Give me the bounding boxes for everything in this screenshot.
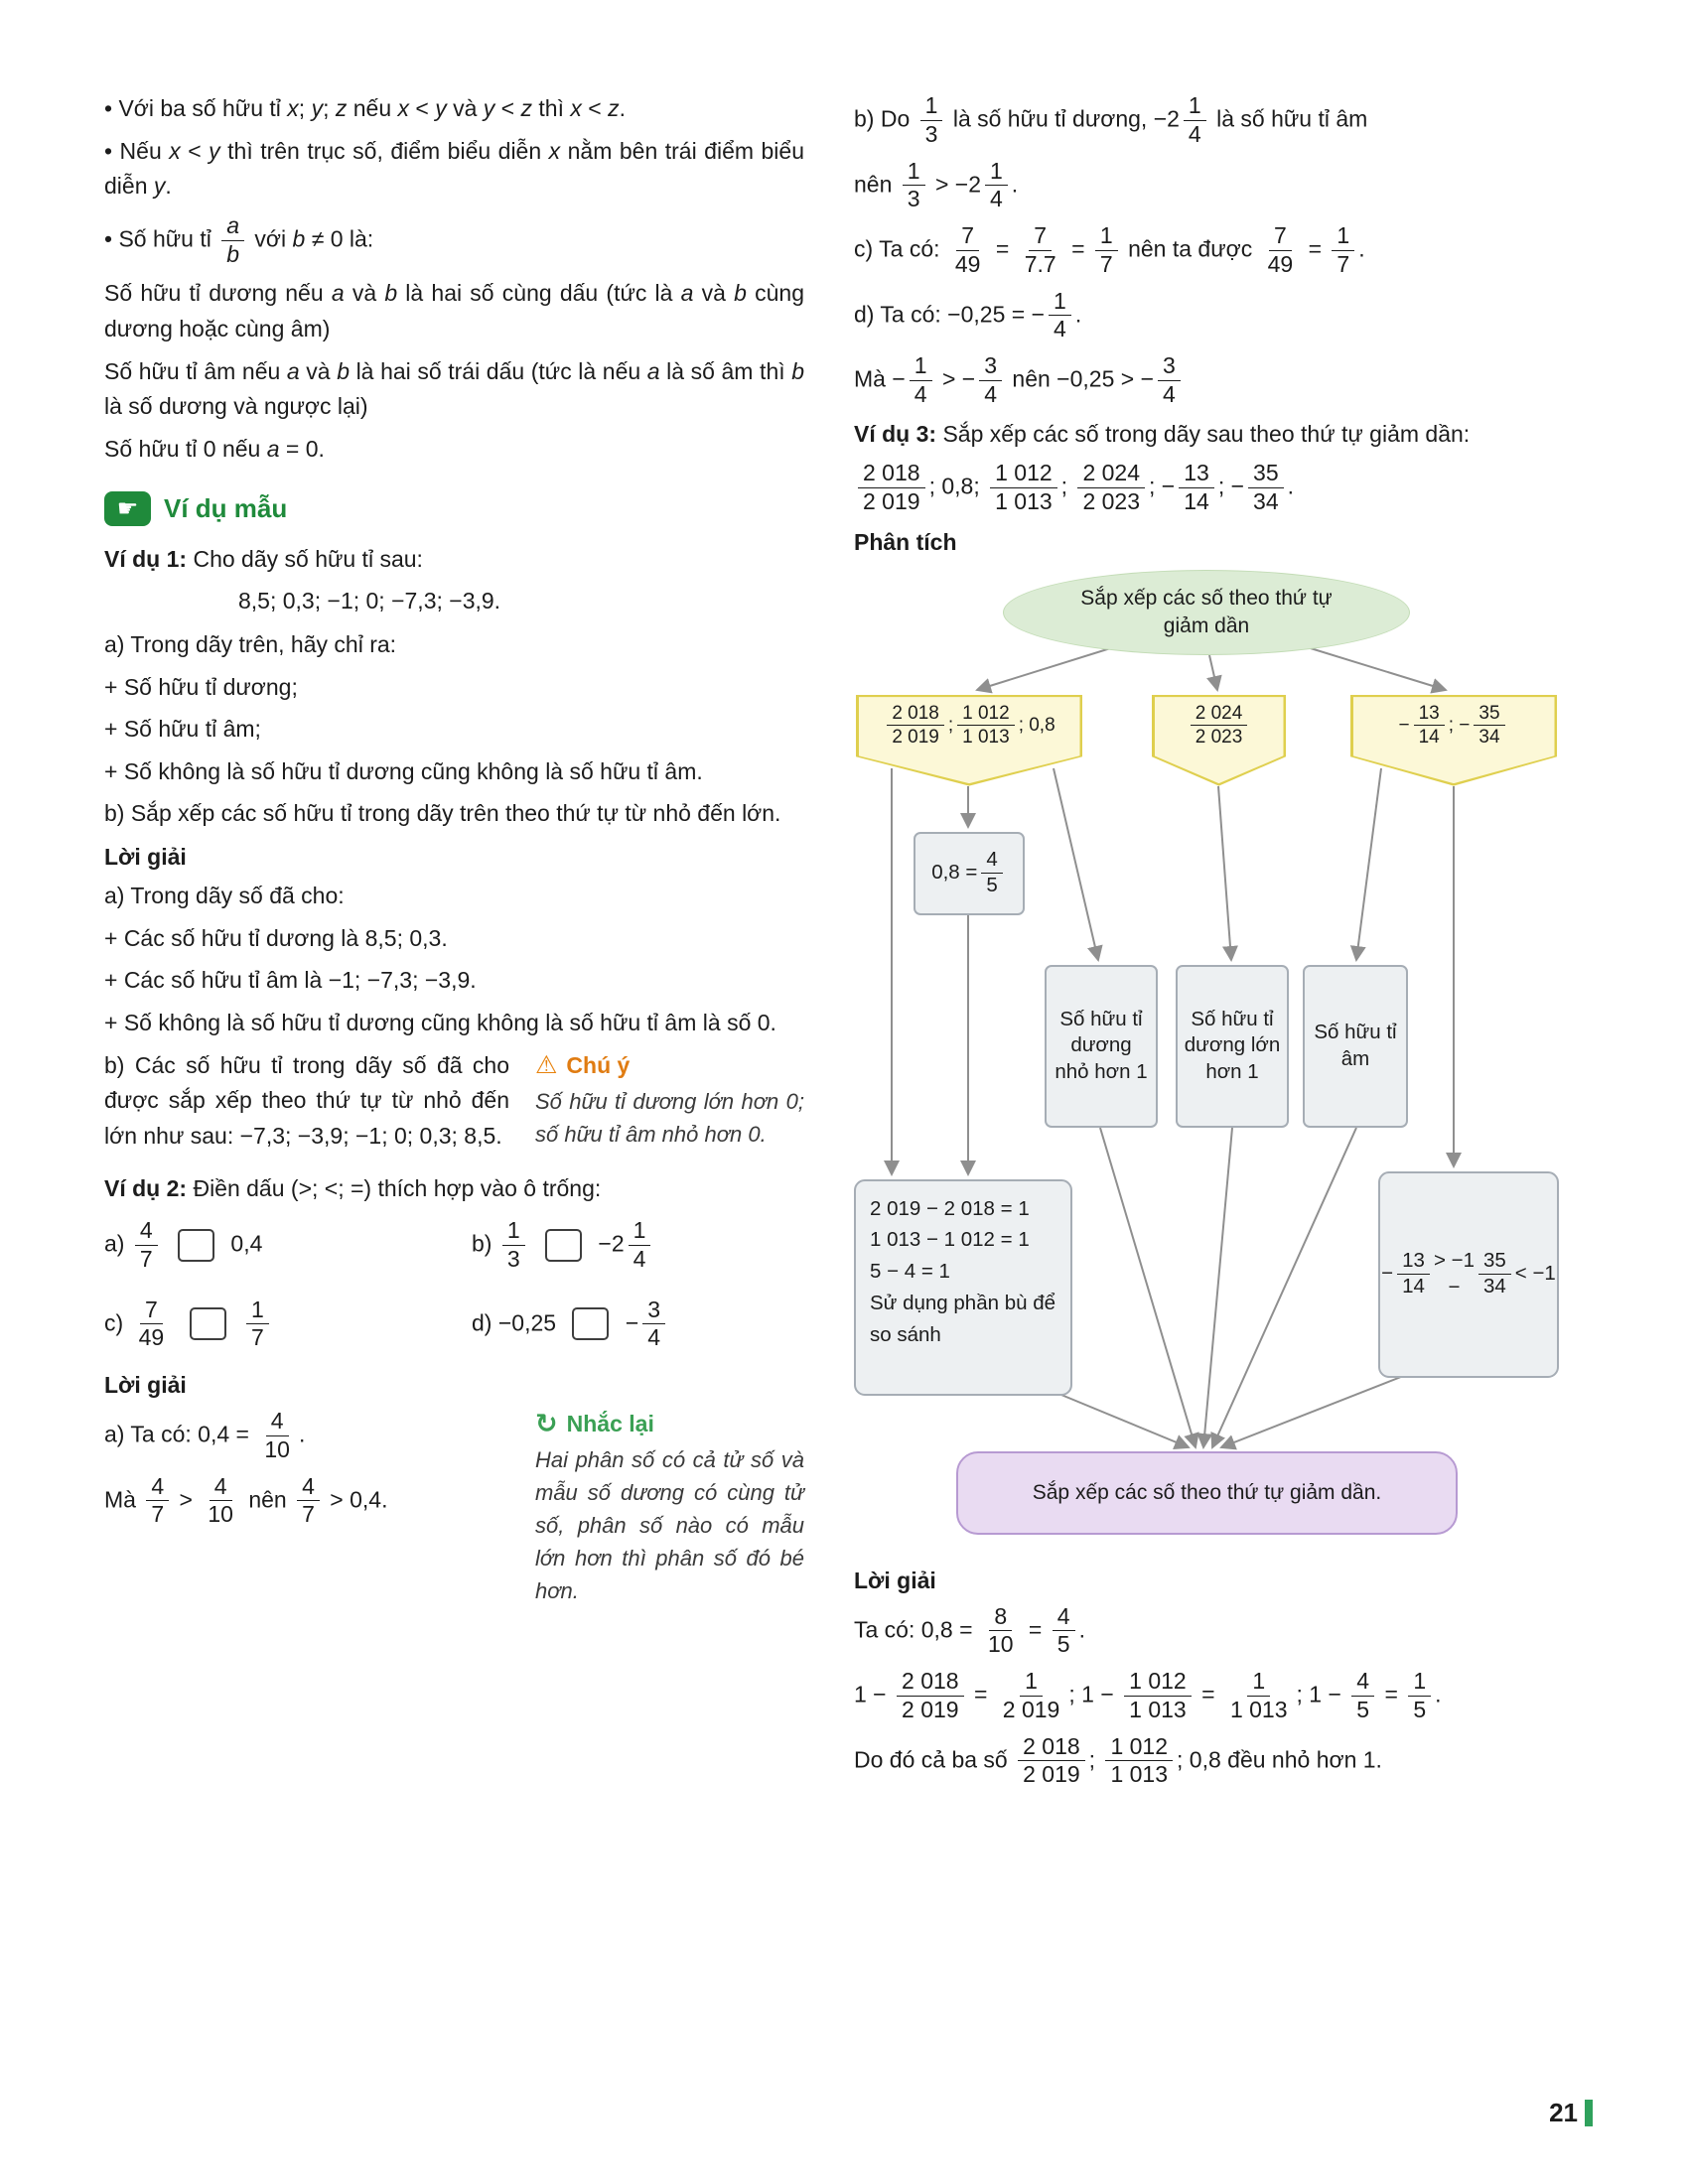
solution3-header: Lời giải bbox=[854, 1567, 936, 1593]
fraction: $\frac{35}{34}$ bbox=[1478, 1250, 1511, 1298]
solution2-c: c) Ta có: $\frac{7}{49}$ = $\frac{7}{7.7}$ = $\frac{1}{7}$ nên ta được $\frac{7}{49}$ = $\frac{1}{7}$ . bbox=[854, 222, 1365, 277]
solution1b-row bbox=[104, 1048, 804, 1161]
fraction: $\frac{1}{4}$ bbox=[1049, 289, 1071, 343]
para-positive-rational: Số hữu tỉ dương nếu a và b là hai số cùng dấu (tức là a và b cùng dương hoặc cùng âm) bbox=[104, 280, 805, 342]
analysis-header: Phân tích bbox=[854, 528, 957, 555]
note-chu-y-body: Số hữu tỉ dương lớn hơn 0; số hữu tỉ âm nhỏ hơn 0. bbox=[535, 1088, 804, 1147]
two-column-layout bbox=[104, 91, 1589, 1797]
flow-positive-greater-than-1-node: Số hữu tỉ dương lớn hơn 1 bbox=[1176, 965, 1289, 1128]
fraction: $\frac{3}{4}$ bbox=[979, 353, 1002, 408]
answer-blank-box[interactable] bbox=[178, 1229, 214, 1262]
solution2-b-line2: nên $\frac{1}{3}$ > −2 $\frac{1}{4}$ . bbox=[854, 157, 1019, 212]
fraction: $\frac{1}{4}$ bbox=[1184, 93, 1206, 148]
answer-blank-box[interactable] bbox=[190, 1307, 226, 1340]
worked-examples-header bbox=[104, 491, 804, 526]
fraction: $\frac{4}{5}$ bbox=[1351, 1669, 1374, 1723]
note-chu-y bbox=[535, 1048, 804, 1161]
fraction: $\frac{3}{4}$ bbox=[1158, 353, 1181, 408]
solution1-a1: + Các số hữu tỉ dương là 8,5; 0,3. bbox=[104, 924, 448, 951]
note-nhac-lai bbox=[535, 1407, 804, 1607]
note-chu-y-title: Chú ý bbox=[566, 1051, 631, 1078]
example2-item-c: c) $\frac{7}{49}$ $\frac{1}{7}$ bbox=[104, 1296, 472, 1354]
refresh-icon: ↻ bbox=[535, 1409, 558, 1439]
fraction: $\frac{1}{7}$ bbox=[1095, 223, 1118, 278]
answer-blank-box[interactable] bbox=[545, 1229, 582, 1262]
solution1-b: b) Các số hữu tỉ trong dãy số đã cho được sắp xếp theo thứ tự từ nhỏ đến lớn như sau: −7,3; −3,9; −1; 0; 0,3; 8,5. bbox=[104, 1051, 509, 1149]
worked-examples-title: Ví dụ mẫu bbox=[164, 492, 288, 523]
solution2-d-line2: Mà − $\frac{1}{4}$ > − $\frac{3}{4}$ nên −0,25 > − $\frac{3}{4}$ bbox=[854, 351, 1589, 410]
solution1-a: a) Trong dãy số đã cho: bbox=[104, 883, 345, 909]
solution3-line1: Ta có: 0,8 = $\frac{8}{10}$ = $\frac{4}{5}$ . bbox=[854, 1602, 1085, 1658]
bullet-number-line: • Nếu x < y thì trên trục số, điểm biểu diễn x nằm bên trái điểm biểu diễn y. bbox=[104, 137, 805, 200]
bullet-rational-fraction-def: • Số hữu tỉ $\frac{a}{b}$ với b ≠ 0 là: bbox=[104, 211, 374, 267]
fraction: $\frac{1}{5}$ bbox=[1408, 1669, 1431, 1723]
fraction: $\frac{7}{7.7}$ bbox=[1024, 222, 1056, 277]
example2-item-d: d) −0,25 − $\frac{3}{4}$ bbox=[472, 1296, 804, 1354]
example1-question-a2: + Số hữu tỉ âm; bbox=[104, 716, 261, 743]
flow-group-negative bbox=[1350, 695, 1557, 786]
flow-goal-node: Sắp xếp các số theo thứ tự giảm dần bbox=[1003, 570, 1410, 655]
example2-intro: Ví dụ 2: Điền dấu (>; <; =) thích hợp vào ô trống: bbox=[104, 1174, 602, 1201]
solution2-row bbox=[104, 1407, 804, 1607]
flow-complement-computation-node: 2 019 − 2 018 = 1 1 013 − 1 012 = 1 5 − 4 = 1 Sử dụng phần bù để so sánh bbox=[854, 1179, 1072, 1396]
fraction: $\frac{1 012}{1 013}$ bbox=[957, 703, 1015, 749]
fraction: $\frac{1}{7}$ bbox=[1332, 223, 1354, 278]
fraction: $\frac{35}{34}$ bbox=[1474, 703, 1504, 749]
fraction: $\frac{3}{4}$ bbox=[642, 1297, 665, 1352]
solution2-text bbox=[104, 1407, 509, 1607]
example1-question-a: a) Trong dãy trên, hãy chỉ ra: bbox=[104, 630, 397, 657]
flow-group-greater-one bbox=[1152, 695, 1286, 786]
fraction: $\frac{1}{4}$ bbox=[629, 1218, 651, 1273]
fraction: $\frac{1}{4}$ bbox=[910, 353, 932, 408]
banner-text bbox=[1156, 695, 1282, 757]
example1-question-a3: + Số không là số hữu tỉ dương cũng không là số hữu tỉ âm. bbox=[104, 757, 703, 784]
fraction: $\frac{1}{4}$ bbox=[985, 159, 1008, 213]
example1-question-a1: + Số hữu tỉ dương; bbox=[104, 673, 298, 700]
page-number bbox=[1549, 2098, 1593, 2128]
bullet-transitive-property: • Với ba số hữu tỉ x; y; z nếu x < y và y < z thì x < z. bbox=[104, 95, 626, 121]
note-nhac-lai-body: Hai phân số có cả tử số và mẫu số dương có cùng tử số, phân số nào có mẫu lớn hơn thì phân số đó bé hơn. bbox=[535, 1447, 804, 1604]
fraction: $\frac{8}{10}$ bbox=[987, 1602, 1014, 1658]
solution3-line3: Do đó cả ba số $\frac{2 018}{2 019}$ ; $\frac{1 012}{1 013}$ ; 0,8 đều nhỏ hơn 1. bbox=[854, 1732, 1382, 1788]
fraction: $\frac{13}{14}$ bbox=[1179, 461, 1214, 515]
fraction: $\frac{4}{5}$ bbox=[981, 849, 1002, 897]
solution1-header: Lời giải bbox=[104, 844, 187, 871]
flow-negative-comparison-node: − $\frac{13}{14}$ > −1 − $\frac{35}{34}$ < −1 bbox=[1378, 1171, 1559, 1378]
solution2-line2: Mà $\frac{4}{7}$ > $\frac{4}{10}$ nên $\frac{4}{7}$ > 0,4. bbox=[104, 1472, 388, 1528]
example1-question-b: b) Sắp xếp các số hữu tỉ trong dãy trên theo thứ tự từ nhỏ đến lớn. bbox=[104, 800, 781, 827]
fraction: $\frac{a}{b}$ bbox=[221, 213, 244, 268]
fraction: $\frac{2 024}{2 023}$ bbox=[1191, 703, 1248, 749]
fraction: $\frac{2 018}{2 019}$ bbox=[858, 461, 925, 515]
flow-result-node: Sắp xếp các số theo thứ tự giảm dần. bbox=[956, 1451, 1458, 1535]
example2-item-b: b) $\frac{1}{3}$ −2 $\frac{1}{4}$ bbox=[472, 1216, 804, 1275]
fraction: $\frac{4}{7}$ bbox=[146, 1474, 169, 1529]
fraction: $\frac{1 012}{1 013}$ bbox=[1105, 1734, 1173, 1789]
analysis-flowchart bbox=[854, 570, 1589, 1548]
fraction: $\frac{4}{7}$ bbox=[297, 1474, 320, 1529]
flow-eq-08-node: 0,8 = $\frac{4}{5}$ bbox=[914, 832, 1025, 915]
note-chu-y-header bbox=[535, 1052, 804, 1079]
solution2-b-line1: b) Do $\frac{1}{3}$ là số hữu tỉ dương, −2 $\frac{1}{4}$ là số hữu tỉ âm bbox=[854, 92, 1368, 147]
fraction: $\frac{4}{7}$ bbox=[135, 1218, 158, 1273]
para-negative-rational: Số hữu tỉ âm nếu a và b là hai số trái dấu (tức là nếu a là số âm thì b là số dương và ngược lại) bbox=[104, 357, 805, 420]
example3-sequence: $\frac{2 018}{2 019}$ ; 0,8; $\frac{1 012}{1 013}$ ; $\frac{2 024}{2 023}$ ; − $\frac{13}{14}$ ; − $\frac{35}{34}$ . bbox=[854, 459, 1589, 517]
fraction: $\frac{4}{10}$ bbox=[208, 1472, 233, 1528]
note-nhac-lai-title: Nhắc lại bbox=[566, 1411, 654, 1437]
answer-blank-box[interactable] bbox=[572, 1307, 609, 1340]
fraction: $\frac{35}{34}$ bbox=[1248, 461, 1284, 515]
fraction: $\frac{1 012}{1 013}$ bbox=[990, 461, 1057, 515]
right-column bbox=[854, 91, 1589, 1797]
fraction: $\frac{13}{14}$ bbox=[1397, 1250, 1430, 1298]
fraction: $\frac{7}{49}$ bbox=[138, 1296, 165, 1351]
example3-intro: Ví dụ 3: Sắp xếp các số trong dãy sau theo thứ tự giảm dần: bbox=[854, 420, 1471, 447]
flow-group-near-one bbox=[856, 695, 1082, 786]
fraction: $\frac{1}{3}$ bbox=[920, 93, 943, 148]
fraction: $\frac{2 024}{2 023}$ bbox=[1077, 461, 1145, 515]
fraction: $\frac{13}{14}$ bbox=[1414, 703, 1445, 749]
flow-positive-less-than-1-node: Số hữu tỉ dương nhỏ hơn 1 bbox=[1045, 965, 1158, 1128]
fraction: $\frac{1}{3}$ bbox=[502, 1218, 525, 1273]
solution2-line1: a) Ta có: 0,4 = $\frac{4}{10}$ . bbox=[104, 1408, 306, 1462]
fraction: $\frac{1}{7}$ bbox=[246, 1297, 269, 1352]
fraction: $\frac{4}{5}$ bbox=[1053, 1604, 1075, 1659]
example2-grid bbox=[104, 1216, 804, 1360]
page-number-text: 21 bbox=[1549, 2098, 1578, 2127]
fraction: $\frac{2 018}{2 019}$ bbox=[1018, 1734, 1085, 1789]
solution2-header: Lời giải bbox=[104, 1372, 187, 1399]
fraction: $\frac{1 012}{1 013}$ bbox=[1124, 1669, 1192, 1723]
fraction: $\frac{2 018}{2 019}$ bbox=[897, 1669, 964, 1723]
fraction: $\frac{7}{49}$ bbox=[954, 222, 981, 277]
fraction: $\frac{1}{2 019}$ bbox=[1002, 1668, 1060, 1722]
left-column bbox=[104, 91, 804, 1797]
solution3-line2: 1 − $\frac{2 018}{2 019}$ = $\frac{1}{2 019}$ ; 1 − $\frac{1 012}{1 013}$ = $\frac{1}{1 013}$ ; 1 − $\frac{4}{5}$ = $\frac{1}{5}$ . bbox=[854, 1668, 1442, 1722]
fraction: $\frac{2 018}{2 019}$ bbox=[887, 703, 944, 749]
note-nhac-lai-header bbox=[535, 1411, 804, 1437]
solution1-a2: + Các số hữu tỉ âm là −1; −7,3; −3,9. bbox=[104, 967, 477, 994]
banner-text: − $\frac{13}{14}$ ; − $\frac{35}{34}$ bbox=[1354, 695, 1553, 757]
fraction: $\frac{4}{10}$ bbox=[264, 1408, 290, 1462]
fraction: $\frac{7}{49}$ bbox=[1267, 222, 1294, 277]
example1-sequence: 8,5; 0,3; −1; 0; −7,3; −3,9. bbox=[238, 588, 501, 614]
page-number-bar bbox=[1585, 2100, 1593, 2126]
flow-negative-node: Số hữu tỉ âm bbox=[1303, 965, 1408, 1128]
para-zero-rational: Số hữu tỉ 0 nếu a = 0. bbox=[104, 435, 325, 462]
warning-icon: ⚠ bbox=[535, 1050, 558, 1079]
pointer-hand-icon: ☛ bbox=[104, 491, 151, 526]
banner-text: $\frac{2 018}{2 019}$ ; $\frac{1 012}{1 013}$ ; 0,8 bbox=[860, 695, 1078, 757]
fraction: $\frac{1}{3}$ bbox=[903, 159, 925, 213]
solution1-a3: + Số không là số hữu tỉ dương cũng không là số hữu tỉ âm là số 0. bbox=[104, 1010, 776, 1036]
fraction: $\frac{1}{1 013}$ bbox=[1229, 1668, 1288, 1722]
solution2-d-line1: d) Ta có: −0,25 = − $\frac{1}{4}$ . bbox=[854, 287, 1082, 342]
example1-intro: Ví dụ 1: Cho dãy số hữu tỉ sau: bbox=[104, 545, 423, 572]
example2-item-a: a) $\frac{4}{7}$ 0,4 bbox=[104, 1217, 263, 1272]
